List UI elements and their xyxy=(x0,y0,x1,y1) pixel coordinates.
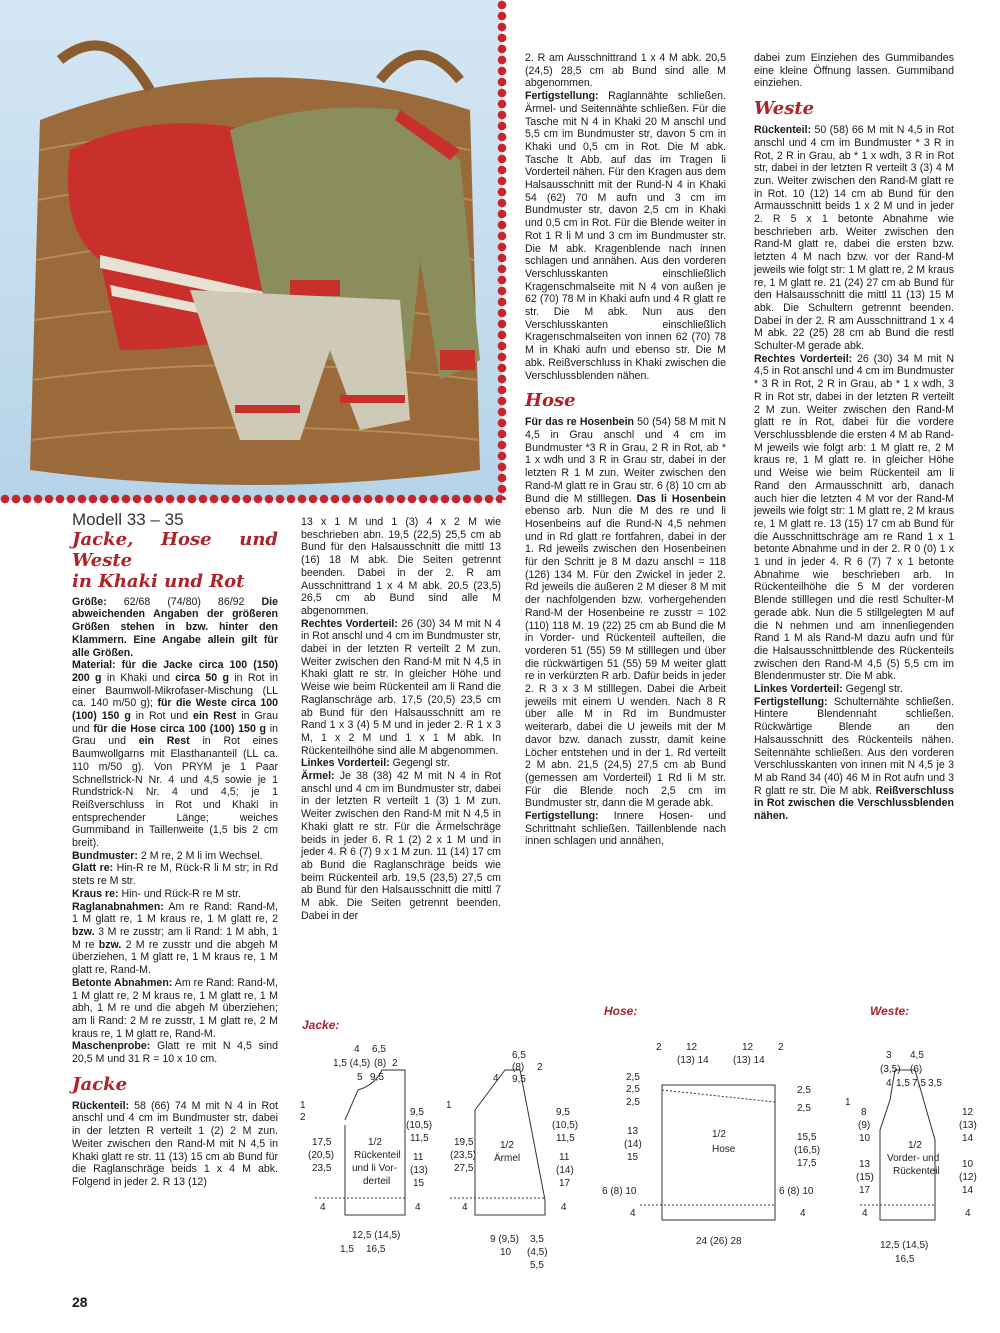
column-3 xyxy=(525,52,726,848)
w-top1: 3 xyxy=(886,1050,892,1061)
raglan-t1: Am re Rand: Rand-M, 1 M glatt re, 1 M kraus re, 1 M glatt re, 2 xyxy=(72,900,278,926)
section-heading-jacke: Jacke xyxy=(72,1073,128,1095)
raglan-b1: bzw. xyxy=(72,925,95,938)
weste-rueckenteil-paragraph xyxy=(754,124,954,353)
js-bottom5: 5,5 xyxy=(530,1260,544,1271)
js-left-a: 1 xyxy=(446,1100,452,1111)
groesse-paragraph xyxy=(72,596,278,660)
jb-inner3: und li Vor- xyxy=(352,1163,398,1174)
kraus-label: Kraus re: xyxy=(72,887,119,900)
linkes-vorderteil-paragraph xyxy=(301,757,501,770)
diagram-label-weste: Weste: xyxy=(870,1004,910,1018)
jb-top2: 6,5 xyxy=(372,1044,386,1055)
jb-top7: 9,5 xyxy=(370,1072,384,1083)
title-line-1: Jacke, Hose und Weste xyxy=(72,528,278,571)
js-left-e: 4 xyxy=(462,1202,468,1213)
h-right-c: 15,5 xyxy=(797,1132,817,1143)
h-right-a: 2,5 xyxy=(797,1085,811,1096)
material-b4: ein Rest xyxy=(193,710,237,723)
js-top4: 4 xyxy=(493,1073,499,1084)
column-2 xyxy=(301,516,501,923)
aermel-text: Je 38 (38) 42 M mit N 4 in Rot anschl und 4 cm im Bundmuster str, dabei in der letzten R verteilt 1 (3) 1 M zun. Weiter zwischen den Rand-M mit N 4,5 in Khaki glatt re str. Für die Ärmelschräge beids in jeder 6. R 1 (2) 2 x 1 M und in jeder 4. R 6 (7) 9 x 1 M zun. 11 (14) 17 cm ab Bund die Raglanschräge beids wie beim Rückenteil arb. 19,5 (23,5) 27,5 cm ab Bund für den Halsausschnitt die mittl 7 M abk. Die Seiten getrennt beenden. Dabei in der xyxy=(301,770,501,922)
bundmuster-paragraph xyxy=(72,850,278,863)
js-bottom1: 9 (9,5) xyxy=(490,1234,519,1245)
betonte-label: Betonte Abnahmen: xyxy=(72,976,173,989)
weste-fertigstellung-text: Schulternähte schließen. Hintere Blendennaht schließen. Rückwärtige Blende an den Halsausschnitt des Rückenteils nähen. Seitennähte schließen. Aus den vorderen Verschlusskanten von innen mit N 4,5 je 3 M ab Rand 34 (40) 46 M in Rot aufn und 3 R glatt re str. Die M abk. xyxy=(754,695,954,797)
w-right-d: 10 xyxy=(962,1159,974,1170)
fertigstellung-text: Raglannähte schließen. Ärmel- und Seitennähte schließen. Für die Tasche mit N 4 in Khaki 20 M anschl und 5,5 cm im Bundmuster str, davon 5 cm in Khaki und 0,5 cm in Rot. Die M abk. Tasche lt Abb. auf das im Tragen li Vorderteil nähen. Für den Kragen aus dem Halsausschnitt mit der Rund-N 4 in Khaki 54 (62) 70 M aufn und 3 cm im Bundmuster str, davon 2,5 cm in Khaki und 0,5 cm in Rot. Für die Blende weiter in Rot 1 R li M und 3 cm im Bundmuster str. Die M abk. Kragenblende nach innen schlagen und annähen. Aus den vorderen Verschlusskanten einschließlich Kragenschmalseite mit N 4 von außen je 62 (70) 78 M in Khaki aufn und 4 R glatt re str. Die M abk. Nun aus den Verschlusskanten einschließlich Kragenschmalseiten von innen 62 (70) 78 M in Khaki aufn und ebenso str. Die M abk. Reißverschluss in Khaki zwischen die Verschlussblenden nähen. xyxy=(525,90,726,382)
decorative-border-right xyxy=(497,0,507,500)
w-top5: 4 xyxy=(886,1078,892,1089)
jb-bottom3: 16,5 xyxy=(366,1244,386,1255)
h-left-f: 15 xyxy=(627,1152,639,1163)
js-inner1: 1/2 xyxy=(500,1140,514,1151)
material-t5: in Grau und xyxy=(72,722,278,748)
raglan-t2: 3 M re zusstr; am li Rand: 1 M abh, 1 M re xyxy=(72,925,278,951)
w-right-b: (13) xyxy=(959,1120,977,1131)
js-bottom2: 10 xyxy=(500,1247,512,1258)
material-t6: in Rot eines Baumwollgarns mit Elasthananteil (LL ca. 110 m/50 g). Von PRYM je 1 Paar Schnellstrick-N Nr. 4 und 4,5 sowie je 1 Rundstrick-N Nr. 4 und 4,5; je 1 Reißverschluss in Rot und Khaki in entsprechender Länge; weiches Gummiband in Taillenweite (1,5 bis 2 cm breit). xyxy=(72,735,278,850)
js-bottom3: 3,5 xyxy=(530,1234,544,1245)
weste-fertigstellung-label: Fertigstellung: xyxy=(754,695,828,708)
w-top3: (3,5) xyxy=(880,1064,901,1075)
h-left-c: 2,5 xyxy=(626,1097,640,1108)
linkes-vorderteil-text: Gegengl str. xyxy=(389,757,450,770)
js-top1: 6,5 xyxy=(512,1050,526,1061)
h-left-d: 13 xyxy=(627,1126,639,1137)
groesse-text: 62/68 (74/80) 86/92 xyxy=(106,595,262,608)
h-inner1: 1/2 xyxy=(712,1129,726,1140)
raglan-t3: 2 M re zusstr und die abgeh M überziehen, 1 M glatt re, 1 M kraus re, 1 M glatt re, Rand-M. xyxy=(72,938,278,977)
jb-right-f: 15 xyxy=(413,1178,425,1189)
js-right-d: 11 xyxy=(559,1152,570,1163)
li-hosenbein-label: Das li Hosenbein xyxy=(636,492,726,505)
material-t4: in Grau und xyxy=(72,710,278,735)
h-left-e: (14) xyxy=(624,1139,642,1150)
raglan-paragraph xyxy=(72,901,278,977)
rueckenteil-label: Rückenteil: xyxy=(72,1099,130,1112)
photo-illustration xyxy=(0,0,502,500)
betonte-text: Am re Rand: Rand-M, 1 M glatt re, 2 M kraus re, 1 M glatt re, 1 M abh, 1 M re und die abgeh M überziehen; am li Rand: 2 M re zusstr, 1 M glatt re, 2 M kraus re, 1 M glatt re, Rand-M. xyxy=(72,976,279,1040)
material-b3: für die Weste circa 100 (100) 150 g xyxy=(72,697,278,723)
raglan-label: Raglanabnahmen: xyxy=(72,900,164,913)
col4-intro: dabei zum Einziehen des Gummibandes eine kleine Öffnung lassen. Gummiband einziehen. xyxy=(754,52,954,90)
hose-fertigstellung-text: Innere Hosen- und Schrittnaht schließen. Taillenblende nach innen schlagen und annähen, xyxy=(525,810,726,848)
h-left-h: 4 xyxy=(630,1208,636,1219)
js-bottom4: (4,5) xyxy=(527,1247,548,1258)
jb-bottom1: 12,5 (14,5) xyxy=(352,1230,401,1241)
material-b6: ein Rest xyxy=(138,735,190,748)
weste-fertigstellung-paragraph xyxy=(754,696,954,823)
w-bottom1: 12,5 (14,5) xyxy=(880,1240,929,1251)
jb-right-b: (10,5) xyxy=(406,1120,433,1131)
weste-fertigstellung-bold: Reißverschluss in Rot zwischen die Verschlussblenden nähen. xyxy=(754,784,954,823)
h-left-a: 2,5 xyxy=(626,1072,640,1083)
h-top5: (13) 14 xyxy=(733,1055,765,1066)
bundmuster-label: Bundmuster: xyxy=(72,849,138,862)
weste-rueckenteil-label: Rückenteil: xyxy=(754,124,812,137)
jb-top6: 5 xyxy=(357,1072,363,1083)
col3-intro: 2. R am Ausschnittrand 1 x 4 M abk. 20,5 (24,5) 28,5 cm ab Bund sind alle M abgenommen. xyxy=(525,52,726,90)
rueckenteil-text: 58 (66) 74 M mit N 4 in Rot anschl und 4 cm im Bundmuster str, dabei in der letzten R verteilt 1 (2) 2 M zun. Weiter zwischen den Rand-M mit N 4,5 in Khaki glatt re str. 11 (13) 15 cm ab Bund für die Raglanschräge beids 1 x 4 M abk. Folgend in jeder 2. R 13 (12) xyxy=(72,1099,278,1188)
page-number: 28 xyxy=(72,1294,88,1310)
h-inner2: Hose xyxy=(712,1144,736,1155)
jb-left-a: 1 xyxy=(300,1100,306,1111)
js-top3: 2 xyxy=(537,1062,543,1073)
re-hosenbein-label: Für das re Hosenbein xyxy=(525,416,634,429)
h-left-b: 2,5 xyxy=(626,1084,640,1095)
li-hosenbein-text: ebenso arb. Nun die M des re und li Hosenbeins auf die Rund-N 4,5 nehmen und in Rd glatt re fortfahren, dabei in der 1. Rd jeweils zwischen den Hosenbeinen für den Schritt je 8 M dazu anschl = 118 (126) 134 M. Für den Zwickel in jeder 2. Rd jeweils die äußeren 2 M dieser 8 M mit der nachfolgenden bzw. vorhergehenden Rand-M der Hosenbeine re zusstr = 102 (110) 118 M. 19 (22) 25 cm ab Bund die M in Vorder- und Rückenteil aufteilen, die vorderen 51 (55) 59 M stilllegen und über die rückwärtigen 51 (55) 59 M weiter glatt re in verkürzten R arb. Dafür beids in jeder 2. R 3 x 3 M stilllegen. Dabei die Arbeit jeweils mit einem U wenden. Nach 8 R über alle M in Rd im Bundmuster weiterarb, dabei die U jeweils mit der M davor bzw. danach zusstr, damit keine Löcher entstehen und in der 1. Rd verteilt 2 M abn. 21,5 (24,5) 27,5 cm ab Bund (gemessen am Vorderteil) 1 Rd li M str. Für die Blende noch 2,5 cm im Bundmuster str, dann die M gerade abk. xyxy=(525,505,726,810)
rechtes-vorderteil-paragraph xyxy=(301,618,501,758)
section-heading-hose: Hose xyxy=(525,390,576,412)
h-top1: 2 xyxy=(656,1042,662,1053)
js-inner2: Ärmel xyxy=(494,1153,521,1164)
jb-right-e: (13) xyxy=(410,1165,428,1176)
model-number: Modell 33 – 35 xyxy=(72,510,184,529)
jb-inner1: 1/2 xyxy=(368,1137,382,1148)
js-right-c: 11,5 xyxy=(556,1133,575,1144)
h-top4: 12 xyxy=(742,1042,754,1053)
weste-rv-text: 26 (30) 34 M mit N 4,5 in Rot anschl und 4 cm im Bundmuster * 3 R in Rot, 2 R in Grau, ab * 1 x wdh, 3 R in Rot str, dabei in der letzten R verteilt 2 M zun. Weiter zwischen den Rand-M glatt re in Rot, dabei für die vordere Verschlussblende die ersten 4 M ab Rand-M jeweils wie folgt arb: 1 M glatt re, 2 M kraus re, 1 M glatt re. In gleicher Höhe und Weise wie beim Rückenteil am li Rand den Armausschnitt arb, danach auch hier die letzten 4 M vor der Rand-M jeweils wie folgt str: 1 M glatt re, 2 M kraus re, 1 M glatt re. 13 (15) 17 cm ab Bund für die Ausschnittschräge am re Rand 1 x 1 betonte Abnahme und in der 2. R 0 (0) 1 x 1 und in jeder 4. R 6 (7) 7 x 1 betonte Abnahme wie beschrieben arb. In Rückenteilhöhe die 5 M der vorderen Blende stilllegen und die restl Schulter-M gerade abk. Nun die 5 stillgelegten M auf die N nehmen und am innenliegenden Rand 1 M als Rand-M dazu aufn und für die Halsausschnittblende des Rückenteils zwischen den Rand-M 4,5 (5) 5,5 cm im Blendenmuster str. Die M abk. xyxy=(754,352,954,683)
jb-left-f: 4 xyxy=(320,1202,326,1213)
decorative-border-bottom xyxy=(0,494,502,504)
weste-rv-label: Rechtes Vorderteil: xyxy=(754,352,853,365)
glatt-text: Hin-R re M, Rück-R li M str; in Rd stets re M str. xyxy=(72,862,278,888)
w-top4: (6) xyxy=(910,1064,923,1075)
w-right-f: 14 xyxy=(962,1185,974,1196)
hose-paragraph xyxy=(525,416,726,810)
glatt-paragraph xyxy=(72,862,278,887)
weste-rv-paragraph xyxy=(754,353,954,683)
jb-left-c: 17,5 xyxy=(312,1137,332,1148)
js-left-c: (23,5) xyxy=(450,1150,477,1161)
fertigstellung-label: Fertigstellung: xyxy=(525,90,599,103)
weste-lv-paragraph xyxy=(754,683,954,696)
diagram-label-jacke: Jacke: xyxy=(302,1018,340,1032)
w-left-e: 13 xyxy=(859,1159,871,1170)
w-inner1: 1/2 xyxy=(908,1140,922,1151)
weste-lv-label: Linkes Vorderteil: xyxy=(754,683,843,696)
kraus-paragraph xyxy=(72,888,278,901)
glatt-label: Glatt re: xyxy=(72,862,114,875)
weste-lv-text: Gegengl str. xyxy=(842,683,903,696)
jb-right-g: 4 xyxy=(415,1202,421,1213)
rechtes-vorderteil-text: 26 (30) 34 M mit N 4 in Rot anschl und 4 cm im Bundmuster str, dabei in der letzten R verteilt 2 M zun. Weiter zwischen den Rand-M mit N 4,5 in Khaki glatt re str. In gleicher Höhe und Weise wie beim Rückenteil am li Rand die Raglanschräge arb. 17,5 (20,5) 23,5 cm ab Bund für den Halsausschnitt am re Rand 1 x 3 (4) 5 M und in jeder 2. R 1 x 3 M, 1 x 2 M und 1 x 1 M abk. In Rückenteilhöhe sind alle M abgenommen. xyxy=(301,617,501,757)
rechtes-vorderteil-label: Rechtes Vorderteil: xyxy=(301,617,398,630)
h-top3: (13) 14 xyxy=(677,1055,709,1066)
w-left-f: (15) xyxy=(856,1172,874,1183)
w-inner2: Vorder- und xyxy=(887,1153,940,1164)
jb-left-b: 2 xyxy=(300,1112,306,1123)
material-b5: für die Hose circa 100 (100) 150 g xyxy=(93,722,267,735)
js-left-b: 19,5 xyxy=(454,1137,474,1148)
aermel-paragraph xyxy=(301,770,501,922)
jb-top5: 2 xyxy=(392,1058,398,1069)
h-top2: 12 xyxy=(686,1042,698,1053)
aermel-label: Ärmel: xyxy=(301,770,335,783)
material-t2: in Rot in einer Baumwoll-Mikrofaser-Mischung (LL ca. 140 m/50 g); xyxy=(72,671,278,710)
h-left-g: 6 (8) 10 xyxy=(602,1186,637,1197)
groesse-note: Die abweichenden Angaben der größeren Größen stehen in bzw. hinter den Klammern. Eine Angabe allein gilt für alle Größen. xyxy=(72,595,278,659)
re-hosenbein-text: 50 (54) 58 M mit N 4,5 in Grau anschl und 4 cm im Bundmuster *3 R in Grau, 2 R in Rot, ab * 1 x wdh und 3 R in Grau str, dabei in der letzten R 1 M zun. Weiter zwischen den Rand-M glatt re in Grau str. 6 (8) 10 cm ab Bund die M stilllegen. xyxy=(525,416,726,505)
col2-intro: 13 x 1 M und 1 (3) 4 x 2 M wie beschrieben abn. 19,5 (22,5) 25,5 cm ab Bund für den Halsausschnitt die mittl 13 (16) 18 M abk. Die Seiten getrennt beenden. Dabei in der 2. R am Ausschnittrand 1 x 4 M abk. 20,5 (23,5) 26,5 cm ab Bund sind alle M abgenommen. xyxy=(301,516,501,617)
linkes-vorderteil-label: Linkes Vorderteil: xyxy=(301,757,390,770)
section-heading-weste: Weste xyxy=(754,98,815,120)
js-left-d: 27,5 xyxy=(454,1163,474,1174)
js-top5: 9,5 xyxy=(512,1074,526,1085)
w-left-c: (9) xyxy=(858,1120,871,1131)
diagram-label-hose: Hose: xyxy=(604,1004,638,1018)
maschenprobe-label: Maschenprobe: xyxy=(72,1040,151,1053)
js-right-g: 4 xyxy=(561,1202,567,1213)
js-top2: (8) xyxy=(512,1062,525,1073)
product-photo xyxy=(0,0,502,500)
jb-inner4: derteil xyxy=(363,1176,391,1187)
hose-fertigstellung-label: Fertigstellung: xyxy=(525,810,599,823)
bundmuster-text: 2 M re, 2 M li im Wechsel. xyxy=(137,849,263,862)
jb-left-e: 23,5 xyxy=(312,1163,332,1174)
h-right-f: 6 (8) 10 xyxy=(779,1186,814,1197)
material-t1: in Khaki und xyxy=(101,671,176,684)
h-right-b: 2,5 xyxy=(797,1103,811,1114)
jb-left-d: (20,5) xyxy=(308,1150,335,1161)
raglan-b2: bzw. xyxy=(98,938,122,951)
h-right-e: 17,5 xyxy=(797,1158,817,1169)
w-right-c: 14 xyxy=(962,1133,974,1144)
jb-right-c: 11,5 xyxy=(410,1133,429,1144)
h-top6: 2 xyxy=(778,1042,784,1053)
column-4 xyxy=(754,52,954,823)
jb-top4: (8) xyxy=(374,1058,387,1069)
w-right-a: 12 xyxy=(962,1107,974,1118)
material-b2: circa 50 g xyxy=(175,671,229,684)
jb-bottom2: 1,5 xyxy=(340,1244,354,1255)
hose-fertigstellung-paragraph xyxy=(525,810,726,848)
jb-right-d: 11 xyxy=(413,1152,424,1163)
w-left-b: 8 xyxy=(861,1107,867,1118)
kraus-text: Hin- und Rück-R re M str. xyxy=(118,887,241,900)
material-t3: in Rot und xyxy=(130,710,194,723)
maschenprobe-text: Glatt re mit N 4,5 sind 20,5 M und 31 R = 10 x 10 cm. xyxy=(72,1040,278,1066)
page-title xyxy=(72,529,278,592)
w-top6: 1,5 xyxy=(896,1078,910,1089)
w-left-h: 4 xyxy=(862,1208,868,1219)
js-right-a: 9,5 xyxy=(556,1107,570,1118)
material-paragraph xyxy=(72,659,278,850)
title-line-2: in Khaki und Rot xyxy=(72,570,245,592)
js-right-b: (10,5) xyxy=(552,1120,579,1131)
jb-right-a: 9,5 xyxy=(410,1107,424,1118)
w-top7: 7,5 xyxy=(912,1078,926,1089)
groesse-label: Größe: xyxy=(72,595,107,608)
w-right-g: 4 xyxy=(965,1208,971,1219)
schematics xyxy=(0,1030,1000,1280)
jb-inner2: Rückenteil xyxy=(354,1150,401,1161)
w-inner3: Rückenteil xyxy=(893,1166,940,1177)
js-right-e: (14) xyxy=(556,1165,574,1176)
h-right-g: 4 xyxy=(800,1208,806,1219)
w-right-e: (12) xyxy=(959,1172,977,1183)
w-left-d: 10 xyxy=(859,1133,871,1144)
jacke-fertigstellung-paragraph xyxy=(525,90,726,382)
h-bottom1: 24 (26) 28 xyxy=(696,1236,742,1247)
h-right-d: (16,5) xyxy=(794,1145,821,1156)
weste-rueckenteil-text: 50 (58) 66 M mit N 4,5 in Rot anschl und 4 cm im Bundmuster * 3 R in Rot, 2 R in Grau, ab * 1 x wdh, 3 R in Rot str, dabei in der letzten R verteilt 3 (3) 4 M zun. Weiter zwischen den Rand-M glatt re in Rot. 10 (12) 14 cm ab Bund für den Armausschnitt beids 1 x 2 M und in jeder 2. R 5 x 1 betonte Abnahme wie beschrieben arb. Weiter zwischen den Rand-M glatt re, dabei die ersten bzw. letzten 4 M nach bzw. vor der Rand-M jeweils wie folgt str: 1 M glatt re, 2 M kraus re, 1 M glatt re. 21 (24) 27 cm ab Bund für den Halsausschnitt die mittl 11 (13) 15 M abk. Die Schultern getrennt beenden. Dabei in der 2. R am Ausschnittrand 1 x 4 M abk. 22 (25) 28 cm ab Bund die restl Schulter-M gerade abk. xyxy=(754,124,954,353)
w-top2: 4,5 xyxy=(910,1050,924,1061)
w-left-a: 1 xyxy=(845,1097,851,1108)
js-right-f: 17 xyxy=(559,1178,571,1189)
w-bottom2: 16,5 xyxy=(895,1254,915,1265)
w-left-g: 17 xyxy=(859,1185,871,1196)
w-top8: 3,5 xyxy=(928,1078,942,1089)
jb-top3: 1,5 (4,5) xyxy=(333,1058,371,1069)
material-label: Material: für die Jacke circa 100 (150) 200 g xyxy=(72,659,278,684)
jb-top1: 4 xyxy=(354,1044,360,1055)
